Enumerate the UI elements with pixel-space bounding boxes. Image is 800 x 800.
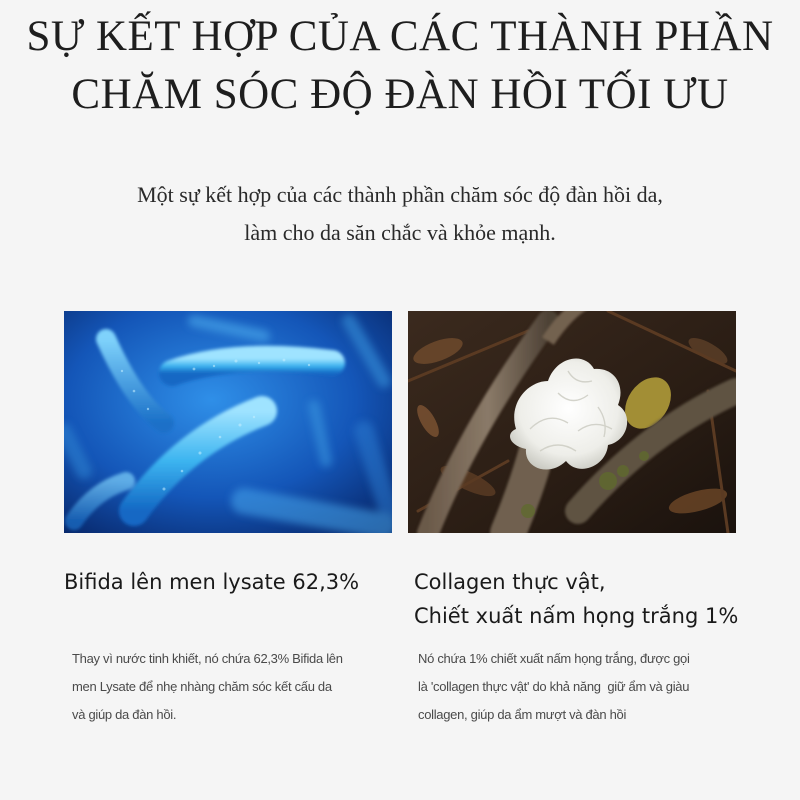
white-fungus-mushroom-image: [408, 311, 736, 533]
bifida-title-line: Bifida lên men lysate 62,3%: [64, 570, 360, 594]
bifida-description: [72, 645, 390, 729]
bifida-title: [64, 565, 359, 599]
subtitle-line-1: Một sự kết hợp của các thành phần chăm sóc độ đàn hồi da,: [137, 182, 663, 207]
subtitle-line-2: làm cho da săn chắc và khỏe mạnh.: [244, 220, 556, 245]
collagen-title-line-1: Collagen thực vật,: [414, 570, 606, 594]
headline-line-1: SỰ KẾT HỢP CỦA CÁC THÀNH PHẦN: [26, 13, 774, 60]
bifida-desc-line-1: Thay vì nước tinh khiết, nó chứa 62,3% Bifida lên: [72, 651, 343, 666]
headline-line-2: CHĂM SÓC ĐỘ ĐÀN HỒI TỐI ƯU: [71, 71, 729, 118]
bifida-desc-line-2: men Lysate để nhẹ nhàng chăm sóc kết cấu da: [72, 679, 332, 694]
collagen-desc-line-1: Nó chứa 1% chiết xuất nấm họng trắng, được gọi: [418, 651, 690, 666]
page-subtitle: [0, 176, 800, 252]
collagen-title-line-2: Chiết xuất nấm họng trắng 1%: [414, 604, 739, 628]
page-headline: [0, 8, 800, 124]
bifida-desc-line-3: và giúp da đàn hồi.: [72, 707, 177, 722]
collagen-description: [418, 645, 738, 729]
collagen-desc-line-2: là 'collagen thực vật' do khả năng giữ ẩm và giàu: [418, 679, 690, 694]
collagen-title: [414, 565, 738, 633]
collagen-desc-line-3: collagen, giúp da ẩm mượt và đàn hồi: [418, 707, 627, 722]
bifida-bacteria-image: [64, 311, 392, 533]
